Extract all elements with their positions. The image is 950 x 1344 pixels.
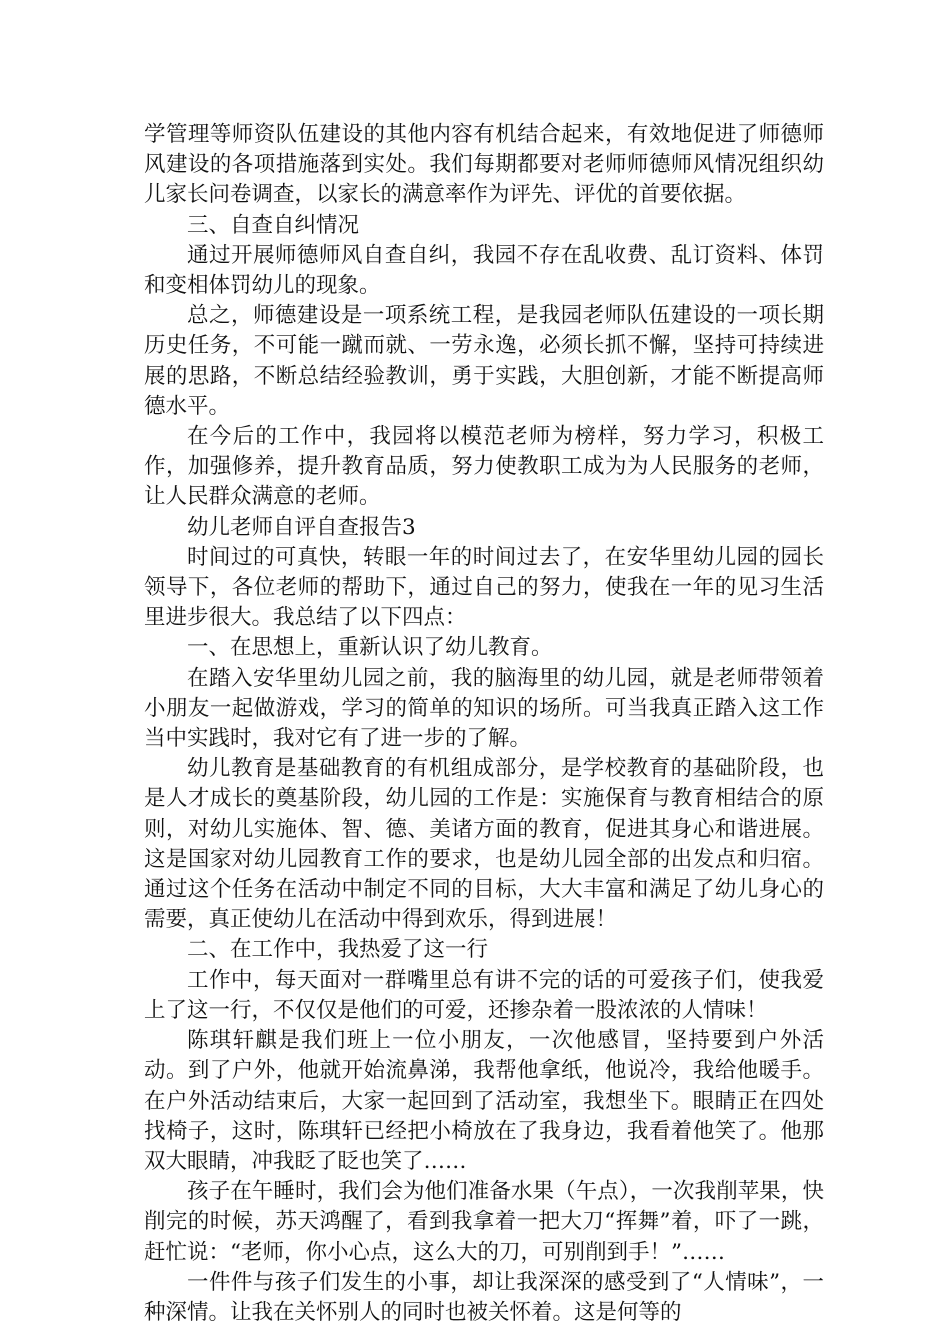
paragraph-before-kindergarten: 在踏入安华里幼儿园之前，我的脑海里的幼儿园，就是老师带领着小朋友一起做游戏，学习的简单的知识的场所。可当我真正踏入这工作当中实践时，我对它有了进一步的了解。: [144, 665, 824, 752]
paragraph-self-check: 通过开展师德师风自查自纠，我园不存在乱收费、乱订资料、体罚和变相体罚幼儿的现象。: [144, 242, 824, 299]
section-heading-self-check: 三、自查自纠情况: [187, 212, 360, 238]
paragraph-summary: 总之，师德建设是一项系统工程，是我园老师队伍建设的一项长期历史任务，不可能一蹴而就、一劳永逸，必须长抓不懈，坚持可持续进展的思路，不断总结经验教训，勇于实践，大胆创新，才能不断提高师德水平。: [144, 303, 824, 419]
document-page: [144, 120, 824, 1328]
paragraph-future-work: 在今后的工作中，我园将以模范老师为榜样，努力学习，积极工作，加强修养，提升教育品质，努力使教职工成为为人民服务的老师，让人民群众满意的老师。: [144, 424, 824, 510]
paragraph-chen-story: 陈琪轩麒是我们班上一位小朋友，一次他感冒，坚持要到户外活动。到了户外，他就开始流鼻涕，我帮他拿纸，他说冷，我给他暖手。在户外活动结束后，大家一起回到了活动室，我想坐下。眼睛正在四处找椅子，这时，陈琪轩已经把小椅放在了我身边，我看着他笑了。他那双大眼睛，冲我眨了眨也笑了……: [144, 1028, 824, 1174]
section-heading-work: 二、在工作中，我热爱了这一行: [187, 937, 489, 963]
paragraph-small-things: 一件件与孩子们发生的小事，却让我深深的感受到了“人情味”，一种深情。让我在关怀别人的同时也被关怀着。这是何等的: [144, 1269, 824, 1325]
report-title-3: 幼儿老师自评自查报告3: [187, 514, 416, 540]
paragraph-continuation: 学管理等师资队伍建设的其他内容有机结合起来，有效地促进了师德师风建设的各项措施落到实处。我们每期都要对老师师德师风情况组织幼儿家长问卷调查，以家长的满意率作为评先、评优的首要依据。: [144, 122, 824, 208]
section-heading-thought: 一、在思想上，重新认识了幼儿教育。: [187, 635, 553, 661]
paragraph-early-education: 幼儿教育是基础教育的有机组成部分，是学校教育的基础阶段，也是人才成长的奠基阶段，幼儿园的工作是：实施保育与教育相结合的原则，对幼儿实施体、智、德、美诸方面的教育，促进其身心和谐进展。这是国家对幼儿园教育工作的要求，也是幼儿园全部的出发点和归宿。通过这个任务在活动中制定不同的目标，大大丰富和满足了幼儿身心的需要，真正使幼儿在活动中得到欢乐，得到进展！: [144, 756, 824, 933]
paragraph-apple-story: 孩子在午睡时，我们会为他们准备水果（午点），一次我削苹果，快削完的时候，苏天鸿醒了，看到我拿着一把大刀“挥舞”着，吓了一跳，赶忙说：“老师，你小心点，这么大的刀，可别削到手！”……: [144, 1179, 824, 1265]
paragraph-work-love: 工作中，每天面对一群嘴里总有讲不完的话的可爱孩子们，使我爱上了这一行，不仅仅是他们的可爱，还掺杂着一股浓浓的人情味！: [144, 967, 824, 1023]
paragraph-intro: 时间过的可真快，转眼一年的时间过去了，在安华里幼儿园的园长领导下，各位老师的帮助下，通过自己的努力，使我在一年的见习生活里进步很大。我总结了以下四点：: [144, 544, 824, 631]
